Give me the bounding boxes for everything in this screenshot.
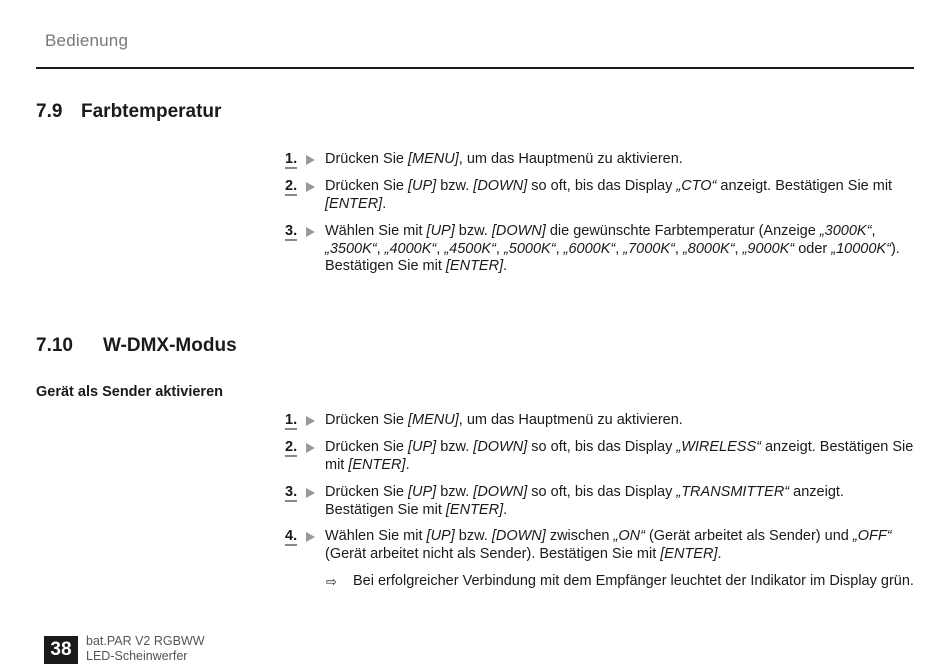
- header-divider: [36, 67, 914, 69]
- subheading: Gerät als Sender aktivieren: [36, 384, 223, 400]
- running-header: Bedienung: [45, 31, 129, 50]
- result-note: [326, 573, 916, 591]
- footer-product-name: bat.PAR V2 RGBWW: [86, 634, 205, 648]
- step-item: [285, 484, 915, 519]
- step-item: [285, 151, 915, 169]
- step-marker: [285, 439, 325, 457]
- result-arrow-icon: ⇨: [326, 574, 337, 589]
- step-text: Drücken Sie [MENU], um das Hauptmenü zu aktivieren.: [325, 151, 683, 167]
- step-item: [285, 439, 915, 474]
- step-marker: [285, 412, 325, 430]
- step-number: 4.: [285, 528, 298, 544]
- arrow-right-icon: [306, 532, 315, 542]
- section-heading-7-10: [36, 335, 237, 357]
- step-text: Drücken Sie [UP] bzw. [DOWN] so oft, bis das Display „TRANSMITTER“ anzeigt. Bestätigen Sie mit [ENTER].: [325, 484, 844, 518]
- page-number: 38: [44, 636, 78, 664]
- step-text: Drücken Sie [MENU], um das Hauptmenü zu aktivieren.: [325, 412, 683, 428]
- step-number: 2.: [285, 439, 298, 455]
- arrow-right-icon: [306, 443, 315, 453]
- step-number: 1.: [285, 151, 298, 167]
- result-text: Bei erfolgreicher Verbindung mit dem Empfänger leuchtet der Indikator im Display grün.: [353, 573, 914, 589]
- section-heading-7-9: [36, 101, 221, 123]
- step-marker: [285, 223, 325, 241]
- section-number: 7.9: [36, 101, 63, 122]
- arrow-right-icon: [306, 227, 315, 237]
- step-item: [285, 223, 915, 276]
- step-text: Wählen Sie mit [UP] bzw. [DOWN] zwischen „ON“ (Gerät arbeitet als Sender) und „OFF“ (Gerät arbeitet nicht als Sender). Bestätigen Sie mit [ENTER].: [325, 528, 892, 562]
- step-item: [285, 178, 915, 213]
- arrow-right-icon: [306, 416, 315, 426]
- step-text: Drücken Sie [UP] bzw. [DOWN] so oft, bis das Display „WIRELESS“ anzeigt. Bestätigen Sie mit [ENTER].: [325, 439, 914, 473]
- step-item: [285, 528, 915, 563]
- step-number: 1.: [285, 412, 298, 428]
- step-text: Drücken Sie [UP] bzw. [DOWN] so oft, bis das Display „CTO“ anzeigt. Bestätigen Sie mit [ENTER].: [325, 178, 893, 212]
- footer-product-type: LED-Scheinwerfer: [86, 649, 188, 663]
- step-item: [285, 412, 915, 430]
- arrow-right-icon: [306, 155, 315, 165]
- arrow-right-icon: [306, 182, 315, 192]
- step-text: Wählen Sie mit [UP] bzw. [DOWN] die gewünschte Farbtemperatur (Anzeige „3000K“, „3500K“, „4000K“, „4500K“, „5000K“, „6000K“, „7000K“, „8000K“, „9000K“ oder „10000K“). Bestätigen Sie mit [ENTER].: [325, 223, 900, 274]
- step-marker: [285, 178, 325, 196]
- step-marker: [285, 528, 325, 546]
- section-title: W-DMX-Modus: [103, 335, 237, 356]
- section-number: 7.10: [36, 335, 73, 356]
- arrow-right-icon: [306, 488, 315, 498]
- step-number: 2.: [285, 178, 298, 194]
- step-number: 3.: [285, 223, 298, 239]
- step-marker: [285, 484, 325, 502]
- step-number: 3.: [285, 484, 298, 500]
- section-title: Farbtemperatur: [81, 101, 222, 122]
- step-marker: [285, 151, 325, 169]
